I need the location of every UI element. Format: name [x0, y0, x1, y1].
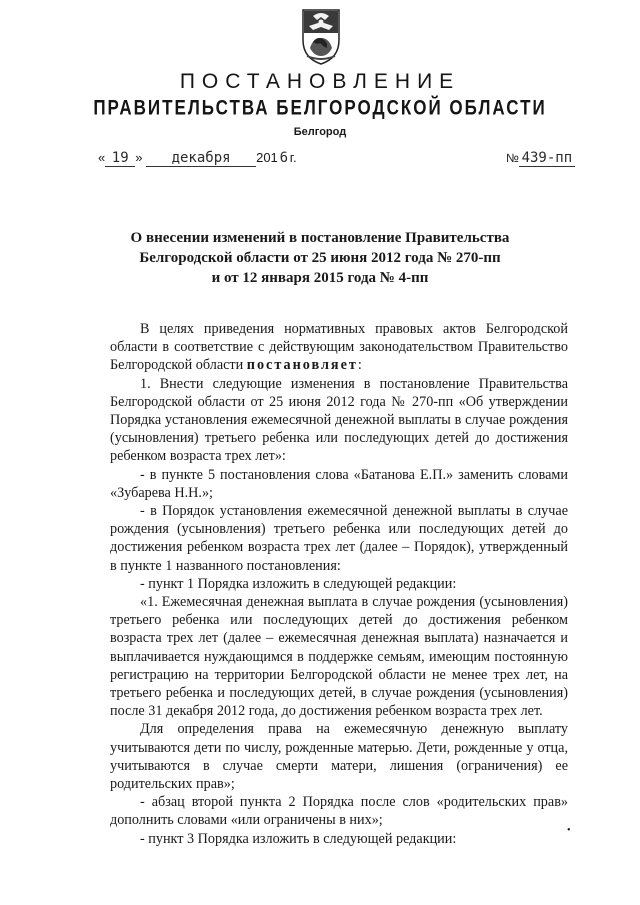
intro-text: В целях приведения нормативных правовых актов Белгородской области в соответствие с действующим законодательством Правительство Белгородской области [110, 321, 568, 374]
paragraph-2: - в пункте 5 постановления слова «Батанова Е.П.» заменить словами «Зубарева Н.Н.»; [110, 466, 568, 501]
date-year-digit: 6 [279, 150, 289, 166]
resolves-keyword: постановляет [246, 357, 358, 374]
paragraph-7: - абзац второй пункта 2 Порядка после слов «родительских прав» дополнить словами «или ограничены в них»; [110, 794, 568, 829]
scan-mark: • [567, 825, 571, 836]
document-type-title: ПОСТАНОВЛЕНИЕ [179, 70, 461, 93]
paragraph-1: 1. Внести следующие изменения в постановление Правительства Белгородской области от 25 июня 2012 года № 270-пп «Об утверждении Порядка установления ежемесячной денежной выплаты в случае рождения (усыновления) третьего ребенка или последующих детей до достижения ребенком возраста трех лет»: [110, 375, 568, 465]
paragraph-5: «1. Ежемесячная денежная выплата в случае рождения (усыновления) третьего ребенка или последующих детей до достижения ребенком возраста трех лет (далее – ежемесячная денежная выплата) назначается и выплачивается нуждающимся в поддержке семьям, имеющим постоянную регистрацию на территории Белгородской области не менее трех лет, на третьего ребенка и последующих детей, в случае рождения (усыновления) после 31 декабря 2012 года, до достижения ребенком возраста трех лет. [110, 594, 568, 720]
city-name: Белгород [293, 126, 347, 138]
document-number [506, 150, 575, 167]
number-prefix: № [506, 151, 519, 165]
subject-line-3: и от 12 января 2015 года № 4-пп [211, 270, 429, 286]
date-day: 19 [105, 150, 135, 167]
document-body [110, 320, 568, 848]
date-year-prefix: 201 [256, 150, 278, 165]
paragraph-6: Для определения права на ежемесячную денежную выплату учитываются дети по числу, рожденные матерью. Дети, рожденные у отца, учитываются в случае смерти матери, лишения (ограничения) ее родительских прав»; [110, 721, 568, 793]
date-year-suffix: г. [289, 150, 297, 165]
document-date [98, 150, 297, 167]
date-month: декабря [146, 150, 256, 167]
paragraph-3: - в Порядок установления ежемесячной денежной выплаты в случае рождения (усыновления) третьего ребенка или последующих детей до достижения ребенком возраста трех лет (далее – Порядок), утвержденный в пункте 1 названного постановления: [110, 503, 568, 574]
intro-paragraph [110, 320, 568, 375]
document-subject [0, 228, 640, 288]
intro-colon: : [357, 357, 362, 374]
paragraph-8: - пункт 3 Порядка изложить в следующей редакции: [140, 830, 457, 847]
coat-of-arms-emblem [295, 6, 347, 66]
subject-line-2: Белгородской области от 25 июня 2012 года № 270-пп [139, 250, 501, 266]
date-open-quote: « [98, 150, 106, 165]
subject-line-1: О внесении изменений в постановление Правительства [130, 230, 510, 246]
number-value: 439-пп [519, 150, 575, 167]
issuing-authority: ПРАВИТЕЛЬСТВА БЕЛГОРОДСКОЙ ОБЛАСТИ [93, 95, 547, 120]
date-close-quote: » [135, 150, 143, 165]
paragraph-4: - пункт 1 Порядка изложить в следующей редакции: [140, 575, 457, 592]
